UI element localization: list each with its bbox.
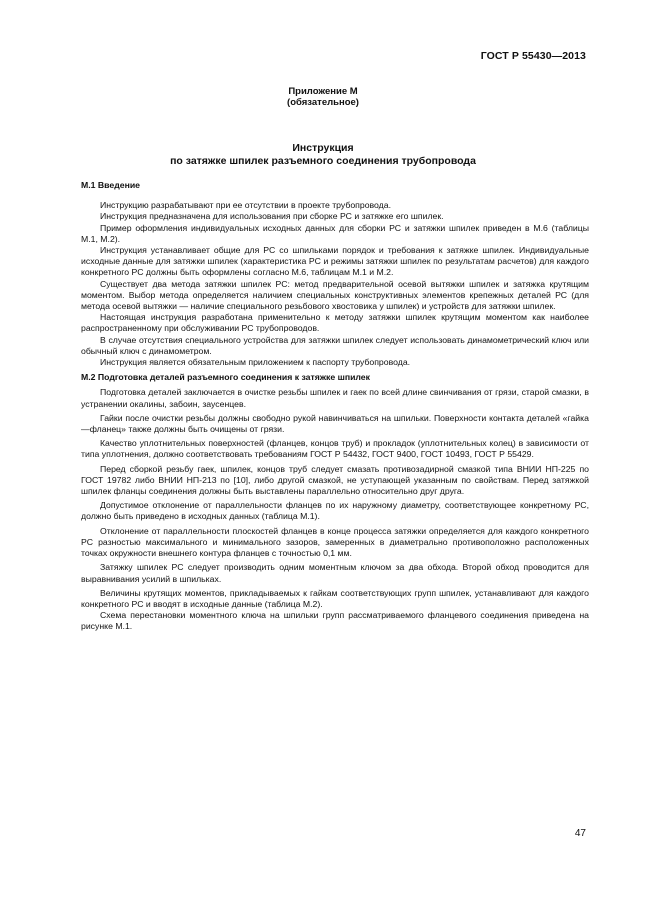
paragraph: Настоящая инструкция разработана применительно к методу затяжки шпилек крутящим моментом как наиболее распространенному при обслуживании РС трубопроводов. — [81, 312, 589, 334]
annex-title: Приложение М — [288, 86, 358, 97]
paragraph: Схема перестановки моментного ключа на шпильки групп рассматриваемого фланцевого соединения приведена на рисунке М.1. — [81, 610, 589, 632]
paragraph: Инструкция устанавливает общие для РС со шпильками порядок и требования к затяжке шпилек. Индивидуальные исходные данные для затяжки шпилек (характеристика РС и режимы затяжки шпилек по результатам расчетов) для каждого конкретного РС должны быть оформлены согласно М.6, таблицам М.1 и М.2. — [81, 245, 589, 278]
instruction-title-line2: по затяжке шпилек разъемного соединения трубопровода — [170, 155, 476, 167]
document-body — [81, 180, 589, 633]
section-heading-m2: М.2 Подготовка деталей разъемного соединения к затяжке шпилек — [81, 372, 370, 383]
paragraph: В случае отсутствия специального устройства для затяжки шпилек следует использовать динамометрический ключ или обычный ключ с динамометром. — [81, 334, 589, 356]
paragraph: Существует два метода затяжки шпилек РС: метод предварительной осевой вытяжки шпилек и затяжка крутящим моментом. Выбор метода определяется наличием специальных конструктивных элементов крепежных деталей РС (для метода осевой вытяжки — наличие специального резьбового хвостовика у шпилек) и устройств для затяжки шпилек. — [81, 278, 589, 312]
paragraph: Пример оформления индивидуальных исходных данных для сборки РС и затяжки шпилек приведен в М.6 (таблицы М.1, М.2). — [81, 222, 589, 244]
paragraph: Качество уплотнительных поверхностей (фланцев, концов труб) и прокладок (уплотнительных колец) в зависимости от типа уплотнения, должно соответствовать требованиям ГОСТ Р 54432, ГОСТ 9400, ГОСТ 10493, ГОСТ Р 55429. — [81, 438, 589, 460]
paragraph: Гайки после очистки резьбы должны свободно рукой навинчиваться на шпильки. Поверхности контакта деталей «гайка—фланец» также должны быть очищены от грязи. — [81, 412, 589, 435]
paragraph: Затяжку шпилек РС следует производить одним моментным ключом за два обхода. Второй обход проводится для выравнивания усилий в шпильках. — [81, 562, 589, 584]
instruction-heading — [0, 142, 646, 168]
annex-heading — [0, 86, 646, 108]
paragraph: Инструкцию разрабатывают при ее отсутствии в проекте трубопровода. — [100, 200, 391, 211]
instruction-title-line1: Инструкция — [292, 142, 354, 154]
paragraph: Допустимое отклонение от параллельности фланцев по их наружному диаметру, соответствующее конкретному РС, должно быть приведено в исходных данных (таблица М.1). — [81, 500, 589, 522]
standard-number: ГОСТ Р 55430—2013 — [480, 50, 586, 62]
paragraph: Инструкция предназначена для использования при сборке РС и затяжке его шпилек. — [100, 211, 444, 222]
paragraph: Величины крутящих моментов, прикладываемых к гайкам соответствующих групп шпилек, устанавливают для каждого конкретного РС и вводят в исходные данные (таблица М.2). — [81, 587, 589, 609]
section-heading-m1: М.1 Введение — [81, 180, 140, 190]
paragraph: Перед сборкой резьбу гаек, шпилек, концов труб следует смазать противозадирной смазкой типа ВНИИ НП-225 по ГОСТ 19782 либо ВНИИ НП-213 по [10], либо другой смазкой, не уступающей указанным по свойствам. Перед затяжкой шпилек фланцы соединения должны быть выставлены параллельно относительно друг друга. — [81, 463, 589, 497]
annex-status: (обязательное) — [287, 97, 359, 108]
paragraph: Отклонение от параллельности плоскостей фланцев в конце процесса затяжки определяется для каждого конкретного РС разностью максимального и минимального зазоров, замеренных в диаметрально противоположно расположенных точках окружности внешнего контура фланцев с точностью 0,1 мм. — [81, 525, 589, 559]
paragraph: Подготовка деталей заключается в очистке резьбы шпилек и гаек по всей длине свинчивания от грязи, старой смазки, в устранении окалины, забоин, заусенцев. — [81, 387, 589, 409]
page-number: 47 — [574, 828, 586, 839]
paragraph: Инструкция является обязательным приложением к паспорту трубопровода. — [100, 357, 411, 368]
